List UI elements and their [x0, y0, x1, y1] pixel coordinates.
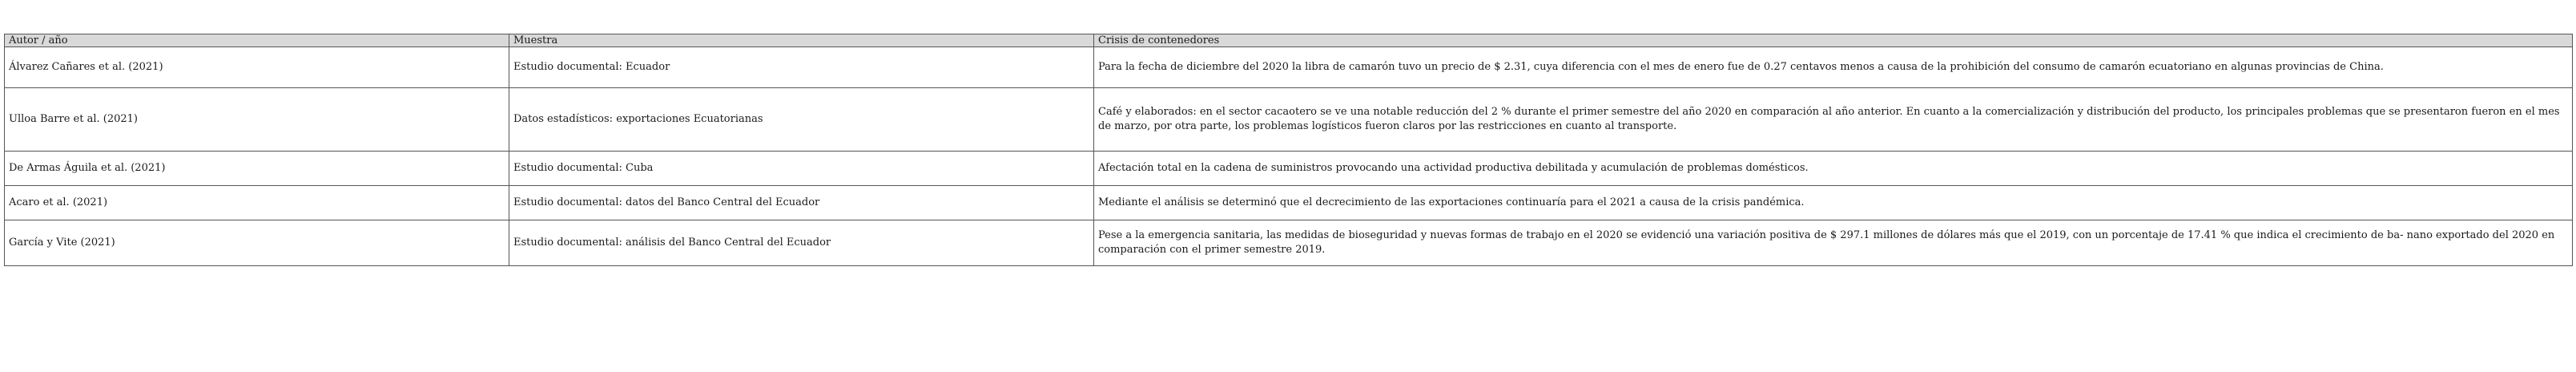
- cell-crisis: Afectación total en la cadena de suministros provocando una actividad productiva debilitada y acumulación de problemas domésticos.: [1094, 152, 2573, 186]
- cell-crisis: Para la fecha de diciembre del 2020 la libra de camarón tuvo un precio de $ 2.31, cuya diferencia con el mes de enero fue de 0.27 centavos menos a causa de la prohibición del consumo de camarón ecuatoriano en algunas provincias de China.: [1094, 47, 2573, 88]
- table-row: [5, 220, 2573, 266]
- cell-author: Ulloa Barre et al. (2021): [5, 88, 509, 152]
- table-header: [5, 34, 2573, 47]
- cell-author: De Armas Águila et al. (2021): [5, 152, 509, 186]
- table-row: [5, 186, 2573, 220]
- header-row: [5, 34, 2573, 47]
- cell-sample: Estudio documental: análisis del Banco Central del Ecuador: [509, 220, 1094, 266]
- header-sample: Muestra: [509, 34, 1094, 47]
- cell-author: Álvarez Cañares et al. (2021): [5, 47, 509, 88]
- cell-sample: Estudio documental: Cuba: [509, 152, 1094, 186]
- cell-sample: Datos estadísticos: exportaciones Ecuatorianas: [509, 88, 1094, 152]
- table-row: [5, 47, 2573, 88]
- cell-sample: Estudio documental: Ecuador: [509, 47, 1094, 88]
- cell-crisis: Café y elaborados: en el sector cacaotero se ve una notable reducción del 2 % durante el primer semestre del año 2020 en comparación al año anterior. En cuanto a la comercialización y distribución del producto, los principales problemas que se presentaron fueron en el mes de marzo, por otra parte, los problemas logísticos fueron claros por las restricciones en cuanto al transporte.: [1094, 88, 2573, 152]
- header-author: Autor / año: [5, 34, 509, 47]
- table-body: [5, 47, 2573, 266]
- header-crisis: Crisis de contenedores: [1094, 34, 2573, 47]
- cell-author: García y Vite (2021): [5, 220, 509, 266]
- cell-crisis: Mediante el análisis se determinó que el decrecimiento de las exportaciones continuaría para el 2021 a causa de la crisis pandémica.: [1094, 186, 2573, 220]
- table-row: [5, 88, 2573, 152]
- table-row: [5, 152, 2573, 186]
- literature-table: [4, 34, 2573, 266]
- cell-sample: Estudio documental: datos del Banco Central del Ecuador: [509, 186, 1094, 220]
- cell-author: Acaro et al. (2021): [5, 186, 509, 220]
- cell-crisis: Pese a la emergencia sanitaria, las medidas de bioseguridad y nuevas formas de trabajo en el 2020 se evidenció una variación positiva de $ 297.1 millones de dólares más que el 2019, con un porcentaje de 17.41 % que indica el crecimiento de ba- nano exportado del 2020 en comparación con el primer semestre 2019.: [1094, 220, 2573, 266]
